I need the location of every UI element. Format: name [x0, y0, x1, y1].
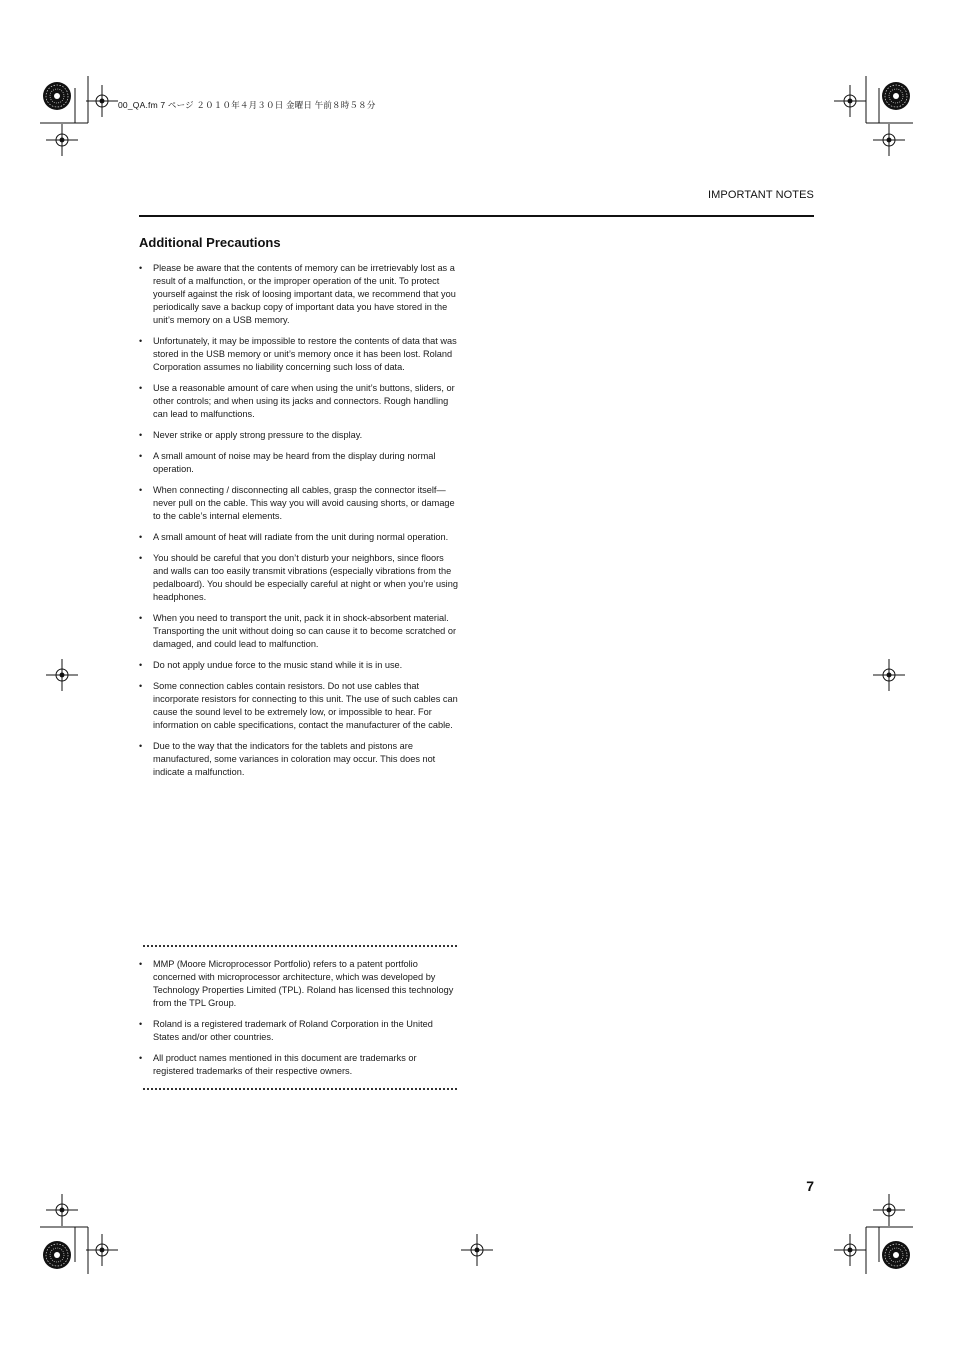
- bullet-icon: •: [139, 613, 143, 623]
- registration-target-icon: [86, 85, 118, 117]
- precautions-list: [139, 262, 459, 787]
- print-slug: 00_QA.fm 7 ページ ２０１０年４月３０日 金曜日 午前８時５８分: [118, 100, 376, 110]
- bullet-icon: •: [139, 1053, 143, 1063]
- bullet-icon: •: [139, 553, 143, 563]
- list-item: • Use a reasonable amount of care when using the unit’s buttons, sliders, or other controls; and when using its jacks and connectors. Rough handling can lead to malfunctions.: [139, 383, 455, 419]
- registration-target-icon: [46, 1194, 78, 1226]
- list-item: • When connecting / disconnecting all cables, grasp the connector itself—never pull on the cable. This way you will avoid causing shorts, or damage to the cable’s internal elements.: [139, 485, 455, 521]
- color-bar-target-icon: [43, 82, 71, 110]
- dotted-divider-top: [143, 945, 457, 947]
- list-item: • A small amount of heat will radiate from the unit during normal operation.: [139, 532, 449, 542]
- bullet-icon: •: [139, 336, 143, 346]
- list-item: • Never strike or apply strong pressure to the display.: [139, 430, 363, 440]
- section-title: Additional Precautions: [139, 235, 281, 250]
- bullet-icon: •: [139, 660, 143, 670]
- list-item: • Do not apply undue force to the music stand while it is in use.: [139, 660, 403, 670]
- page-number: 7: [806, 1178, 814, 1194]
- list-item: • When you need to transport the unit, pack it in shock-absorbent material. Transporting the unit without doing so can cause it to become scratched or damaged, and could lead to malfunction.: [139, 613, 457, 649]
- header-rule: [139, 215, 814, 217]
- registration-target-icon: [46, 124, 78, 156]
- registration-target-icon: [873, 124, 905, 156]
- color-bar-target-icon: [882, 82, 910, 110]
- color-bar-target-icon: [43, 1241, 71, 1269]
- registration-target-icon: [834, 85, 866, 117]
- list-item: • Please be aware that the contents of memory can be irretrievably lost as a result of a malfunction, or the improper operation of the unit. To protect yourself against the risk of loosing important data, we recommend that you periodically save a backup copy of important data you have stored in the unit’s memory on a USB memory.: [139, 263, 456, 325]
- trademarks-list: [139, 958, 459, 1086]
- list-item: • Due to the way that the indicators for the tablets and pistons are manufactured, some variances in coloration may occur. This does not indicate a malfunction.: [139, 741, 436, 777]
- bullet-icon: •: [139, 430, 143, 440]
- list-item: • A small amount of noise may be heard from the display during normal operation.: [139, 451, 436, 474]
- list-item: • All product names mentioned in this document are trademarks or registered trademarks of their respective owners.: [139, 1053, 417, 1076]
- list-item: • Unfortunately, it may be impossible to restore the contents of data that was stored in the USB memory or unit’s memory once it has been lost. Roland Corporation assumes no liability concerning such loss of data.: [139, 336, 457, 372]
- bullet-icon: •: [139, 532, 143, 542]
- registration-target-icon: [834, 1234, 866, 1266]
- bullet-icon: •: [139, 485, 143, 495]
- bullet-icon: •: [139, 1019, 143, 1029]
- color-bar-target-icon: [882, 1241, 910, 1269]
- registration-target-icon: [46, 659, 78, 691]
- bullet-icon: •: [139, 451, 143, 461]
- bullet-icon: •: [139, 263, 143, 273]
- list-item: • MMP (Moore Microprocessor Portfolio) refers to a patent portfolio concerned with microprocessor architecture, which was developed by Technology Properties Limited (TPL). Roland has licensed this technology from the TPL Group.: [139, 959, 454, 1008]
- registration-target-icon: [86, 1234, 118, 1266]
- bullet-icon: •: [139, 681, 143, 691]
- registration-target-icon: [873, 1194, 905, 1226]
- list-item: • Some connection cables contain resistors. Do not use cables that incorporate resistors for connecting to this unit. The use of such cables can cause the sound level to be extremely low, or impossible to hear. For information on cable specifications, contact the manufacturer of the cable.: [139, 681, 458, 730]
- bullet-icon: •: [139, 383, 143, 393]
- dotted-divider-bottom: [143, 1088, 457, 1090]
- list-item: • You should be careful that you don’t disturb your neighbors, since floors and walls can too easily transmit vibrations (especially vibrations from the pedalboard). You should be especially careful at night or when you’re using headphones.: [139, 553, 458, 602]
- registration-target-icon: [873, 659, 905, 691]
- registration-target-icon: [461, 1234, 493, 1266]
- bullet-icon: •: [139, 741, 143, 751]
- running-head: IMPORTANT NOTES: [707, 189, 814, 201]
- list-item: • Roland is a registered trademark of Roland Corporation in the United States and/or other countries.: [139, 1019, 433, 1042]
- bullet-icon: •: [139, 959, 143, 969]
